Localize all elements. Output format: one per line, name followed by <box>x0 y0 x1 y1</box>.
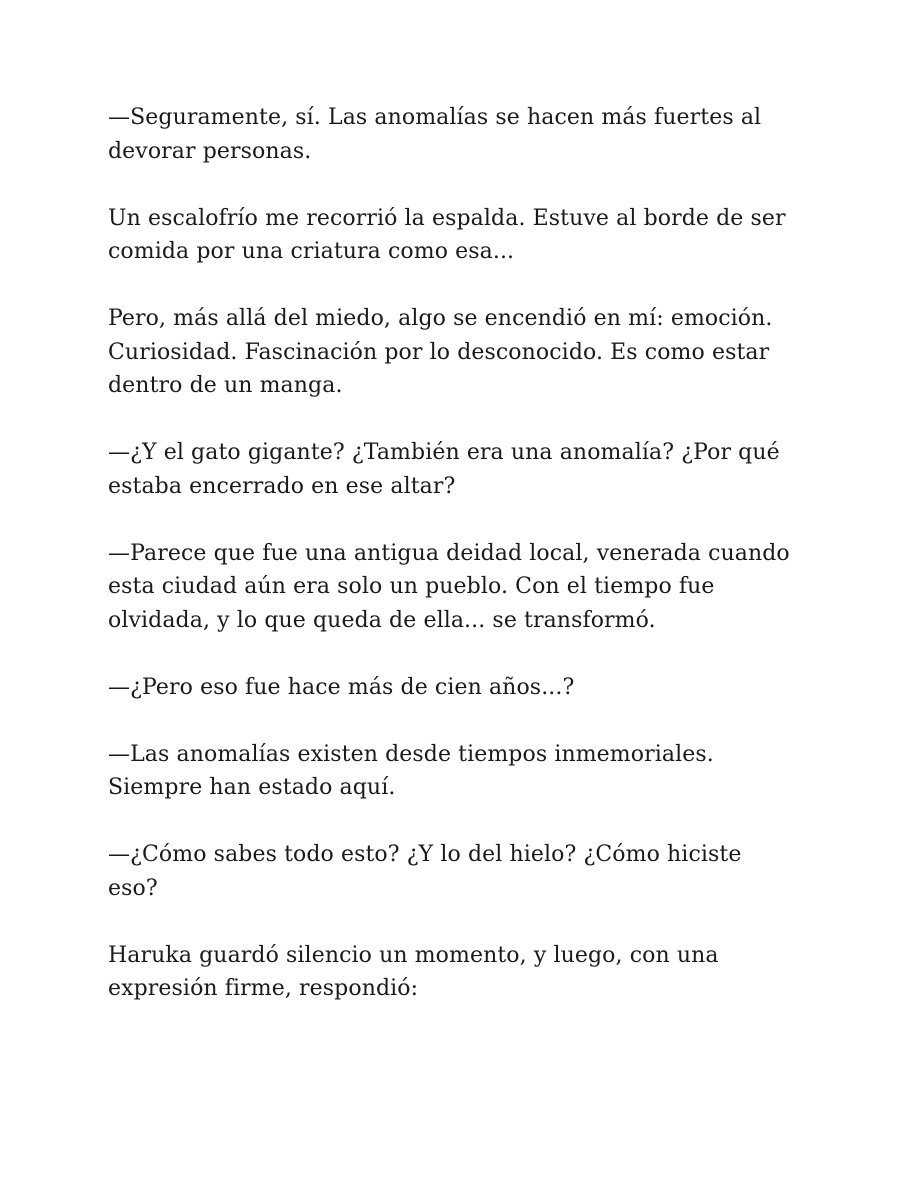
text-line: devorar personas. <box>108 138 312 164</box>
paragraph-7 <box>108 738 798 805</box>
text-line: Un escalofrío me recorrió la espalda. Estuve al borde de ser <box>108 205 786 231</box>
text-line: —¿Cómo sabes todo esto? ¿Y lo del hielo? ¿Cómo hiciste <box>108 842 742 867</box>
paragraph-4 <box>108 436 798 503</box>
document-page <box>108 101 798 1039</box>
paragraph-1 <box>108 101 798 168</box>
paragraph-8 <box>108 838 798 905</box>
text-line: —Parece que fue una antigua deidad local, venerada cuando <box>108 540 790 566</box>
text-line: comida por una criatura como esa... <box>108 239 515 264</box>
paragraph-5 <box>108 537 798 638</box>
text-line: —¿Pero eso fue hace más de cien años...? <box>108 674 575 700</box>
text-line: Curiosidad. Fascinación por lo desconocido. Es como estar <box>108 339 770 365</box>
text-line: —Las anomalías existen desde tiempos inmemoriales. <box>108 741 714 767</box>
text-line: Pero, más allá del miedo, algo se encendió en mí: emoción. <box>108 306 773 331</box>
text-line: Haruka guardó silencio un momento, y luego, con una <box>108 942 719 968</box>
text-line: eso? <box>108 875 158 901</box>
paragraph-9 <box>108 939 798 1006</box>
text-line: Siempre han estado aquí. <box>108 775 396 800</box>
paragraph-6 <box>108 671 798 705</box>
text-line: esta ciudad aún era solo un pueblo. Con el tiempo fue <box>108 574 715 599</box>
text-line: —Seguramente, sí. Las anomalías se hacen más fuertes al <box>108 105 762 130</box>
text-line: estaba encerrado en ese altar? <box>108 473 456 499</box>
paragraph-2 <box>108 202 798 269</box>
paragraph-3 <box>108 302 798 403</box>
text-line: dentro de un manga. <box>108 373 343 398</box>
text-line: olvidada, y lo que queda de ella... se transformó. <box>108 607 656 633</box>
text-line: —¿Y el gato gigante? ¿También era una anomalía? ¿Por qué <box>108 440 780 465</box>
text-line: expresión firme, respondió: <box>108 976 419 1001</box>
